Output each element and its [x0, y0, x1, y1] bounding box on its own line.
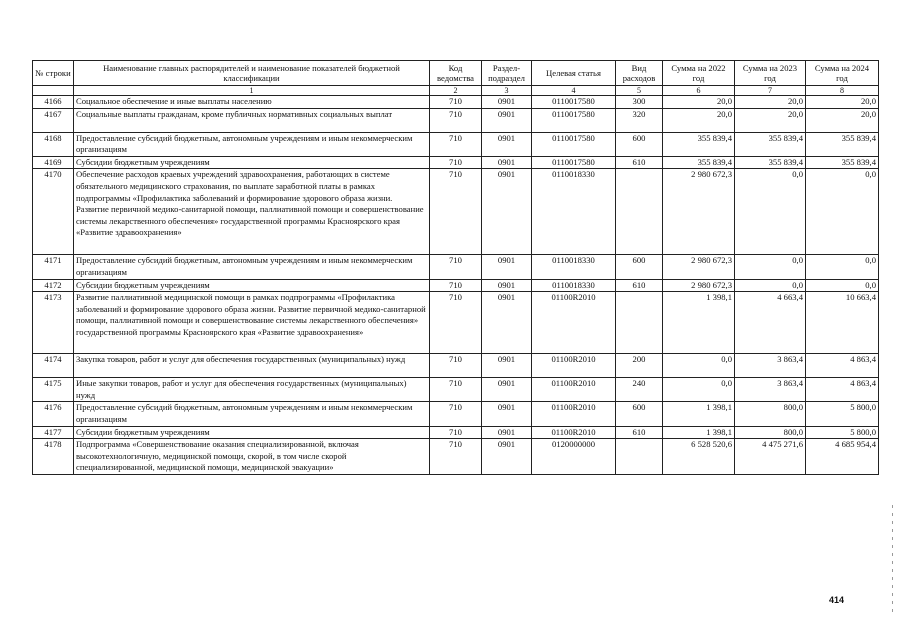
scan-edge-mark	[892, 505, 893, 615]
sum-2024: 20,0	[806, 108, 879, 132]
header-target: Целевая статья	[532, 61, 616, 86]
section-code: 0901	[482, 132, 532, 156]
header-exp-type: Вид расходов	[616, 61, 663, 86]
table-row	[33, 255, 879, 279]
expense-type: 600	[616, 402, 663, 426]
row-number: 4169	[33, 156, 74, 169]
sum-2023: 3 863,4	[735, 378, 806, 402]
target-code: 0110017580	[532, 132, 616, 156]
sum-2023: 20,0	[735, 96, 806, 109]
dept-code: 710	[430, 169, 482, 255]
column-number: 8	[806, 86, 879, 96]
dept-code: 710	[430, 402, 482, 426]
expense-type	[616, 439, 663, 475]
section-code: 0901	[482, 292, 532, 354]
section-code: 0901	[482, 279, 532, 292]
sum-2024: 355 839,4	[806, 132, 879, 156]
budget-table	[32, 60, 879, 475]
column-number: 4	[532, 86, 616, 96]
row-name: Предоставление субсидий бюджетным, автономным учреждениям и иным некоммерческим организациям	[74, 132, 430, 156]
table-row	[33, 169, 879, 255]
sum-2024: 0,0	[806, 169, 879, 255]
row-number: 4171	[33, 255, 74, 279]
expense-type: 600	[616, 132, 663, 156]
row-number: 4175	[33, 378, 74, 402]
section-code: 0901	[482, 426, 532, 439]
section-code: 0901	[482, 255, 532, 279]
dept-code: 710	[430, 439, 482, 475]
expense-type: 610	[616, 426, 663, 439]
sum-2022: 20,0	[663, 108, 735, 132]
row-name: Обеспечение расходов краевых учреждений здравоохранения, работающих в системе обязательного медицинского страхования, по выплате заработной платы в рамках подпрограммы «Профилактика заболеваний и формирование здорового образа жизни. Развитие первичной медико-санитарной помощи, паллиативной помощи и совершенствование системы лекарственного обеспечения» государственной программы Красноярского края «Развитие здравоохранения»	[74, 169, 430, 255]
column-number: 3	[482, 86, 532, 96]
row-name: Подпрограмма «Совершенствование оказания специализированной, включая высокотехнологичную, медицинской помощи, скорой, в том числе скорой специализированной, медицинской помощи, медицинской эвакуации»	[74, 439, 430, 475]
sum-2022: 355 839,4	[663, 132, 735, 156]
row-name: Иные закупки товаров, работ и услуг для обеспечения государственных (муниципальных) нужд	[74, 378, 430, 402]
sum-2023: 800,0	[735, 402, 806, 426]
header-sum-2022: Сумма на 2022 год	[663, 61, 735, 86]
sum-2023: 20,0	[735, 108, 806, 132]
dept-code: 710	[430, 132, 482, 156]
header-sum-2023: Сумма на 2023 год	[735, 61, 806, 86]
column-number: 6	[663, 86, 735, 96]
table-row	[33, 439, 879, 475]
sum-2024: 4 685 954,4	[806, 439, 879, 475]
section-code: 0901	[482, 439, 532, 475]
table-row	[33, 402, 879, 426]
target-code: 0110017580	[532, 156, 616, 169]
target-code: 01100R2010	[532, 378, 616, 402]
expense-type	[616, 292, 663, 354]
column-number	[33, 86, 74, 96]
table-row	[33, 279, 879, 292]
row-name: Социальные выплаты гражданам, кроме публичных нормативных социальных выплат	[74, 108, 430, 132]
section-code: 0901	[482, 108, 532, 132]
sum-2024: 0,0	[806, 279, 879, 292]
sum-2023: 3 863,4	[735, 354, 806, 378]
target-code: 0110017580	[532, 96, 616, 109]
header-row	[33, 61, 879, 86]
sum-2023: 4 475 271,6	[735, 439, 806, 475]
target-code: 01100R2010	[532, 292, 616, 354]
sum-2023: 0,0	[735, 255, 806, 279]
dept-code: 710	[430, 378, 482, 402]
row-number: 4174	[33, 354, 74, 378]
dept-code: 710	[430, 354, 482, 378]
column-number: 2	[430, 86, 482, 96]
row-name: Субсидии бюджетным учреждениям	[74, 279, 430, 292]
sum-2022: 355 839,4	[663, 156, 735, 169]
sum-2022: 0,0	[663, 354, 735, 378]
section-code: 0901	[482, 402, 532, 426]
sum-2023: 0,0	[735, 279, 806, 292]
row-name: Предоставление субсидий бюджетным, автономным учреждениям и иным некоммерческим организациям	[74, 255, 430, 279]
column-number: 7	[735, 86, 806, 96]
section-code: 0901	[482, 156, 532, 169]
dept-code: 710	[430, 156, 482, 169]
sum-2022: 2 980 672,3	[663, 255, 735, 279]
sum-2022: 1 398,1	[663, 426, 735, 439]
expense-type: 610	[616, 279, 663, 292]
row-number: 4178	[33, 439, 74, 475]
table-row	[33, 108, 879, 132]
row-number: 4172	[33, 279, 74, 292]
section-code: 0901	[482, 378, 532, 402]
row-name: Предоставление субсидий бюджетным, автономным учреждениям и иным некоммерческим организациям	[74, 402, 430, 426]
sum-2024: 5 800,0	[806, 426, 879, 439]
sum-2022: 2 980 672,3	[663, 169, 735, 255]
sum-2023: 0,0	[735, 169, 806, 255]
sum-2023: 800,0	[735, 426, 806, 439]
expense-type: 610	[616, 156, 663, 169]
expense-type: 200	[616, 354, 663, 378]
target-code: 01100R2010	[532, 426, 616, 439]
target-code: 01100R2010	[532, 402, 616, 426]
header-name: Наименование главных распорядителей и наименование показателей бюджетной классификации	[74, 61, 430, 86]
target-code: 0110017580	[532, 108, 616, 132]
expense-type: 600	[616, 255, 663, 279]
sum-2024: 4 863,4	[806, 378, 879, 402]
expense-type: 240	[616, 378, 663, 402]
sum-2023: 355 839,4	[735, 132, 806, 156]
dept-code: 710	[430, 255, 482, 279]
sum-2022: 6 528 520,6	[663, 439, 735, 475]
header-dept-code: Код ведомства	[430, 61, 482, 86]
dept-code: 710	[430, 292, 482, 354]
target-code: 0120000000	[532, 439, 616, 475]
target-code: 01100R2010	[532, 354, 616, 378]
row-name: Субсидии бюджетным учреждениям	[74, 426, 430, 439]
section-code: 0901	[482, 96, 532, 109]
table-row	[33, 292, 879, 354]
column-number: 1	[74, 86, 430, 96]
page-number: 414	[829, 595, 845, 605]
header-sum-2024: Сумма на 2024 год	[806, 61, 879, 86]
sum-2022: 1 398,1	[663, 292, 735, 354]
table-row	[33, 426, 879, 439]
row-number: 4170	[33, 169, 74, 255]
sum-2022: 20,0	[663, 96, 735, 109]
section-code: 0901	[482, 354, 532, 378]
sum-2023: 355 839,4	[735, 156, 806, 169]
target-code: 0110018330	[532, 255, 616, 279]
target-code: 0110018330	[532, 169, 616, 255]
table-row	[33, 132, 879, 156]
dept-code: 710	[430, 279, 482, 292]
table-row	[33, 96, 879, 109]
sum-2024: 355 839,4	[806, 156, 879, 169]
row-number: 4173	[33, 292, 74, 354]
table-row	[33, 378, 879, 402]
row-number: 4176	[33, 402, 74, 426]
sum-2024: 4 863,4	[806, 354, 879, 378]
sum-2024: 20,0	[806, 96, 879, 109]
section-code: 0901	[482, 169, 532, 255]
row-number: 4177	[33, 426, 74, 439]
sum-2022: 2 980 672,3	[663, 279, 735, 292]
expense-type: 320	[616, 108, 663, 132]
row-number: 4166	[33, 96, 74, 109]
row-name: Развитие паллиативной медицинской помощи в рамках подпрограммы «Профилактика заболеваний и формирование здорового образа жизни. Развитие первичной медико-санитарной помощи, паллиативной помощи и совершенствование системы лекарственного обеспечения» государственной программы Красноярского края «Развитие здравоохранения»	[74, 292, 430, 354]
row-number: 4168	[33, 132, 74, 156]
header-section: Раздел-подраздел	[482, 61, 532, 86]
table-row	[33, 156, 879, 169]
dept-code: 710	[430, 96, 482, 109]
dept-code: 710	[430, 108, 482, 132]
column-number-row	[33, 86, 879, 96]
sum-2024: 0,0	[806, 255, 879, 279]
header-row-no: № строки	[33, 61, 74, 86]
row-name: Закупка товаров, работ и услуг для обеспечения государственных (муниципальных) нужд	[74, 354, 430, 378]
row-name: Субсидии бюджетным учреждениям	[74, 156, 430, 169]
dept-code: 710	[430, 426, 482, 439]
sum-2022: 1 398,1	[663, 402, 735, 426]
expense-type	[616, 169, 663, 255]
sum-2024: 5 800,0	[806, 402, 879, 426]
row-name: Социальное обеспечение и иные выплаты населению	[74, 96, 430, 109]
expense-type: 300	[616, 96, 663, 109]
sum-2024: 10 663,4	[806, 292, 879, 354]
column-number: 5	[616, 86, 663, 96]
table-row	[33, 354, 879, 378]
target-code: 0110018330	[532, 279, 616, 292]
row-number: 4167	[33, 108, 74, 132]
sum-2022: 0,0	[663, 378, 735, 402]
sum-2023: 4 663,4	[735, 292, 806, 354]
